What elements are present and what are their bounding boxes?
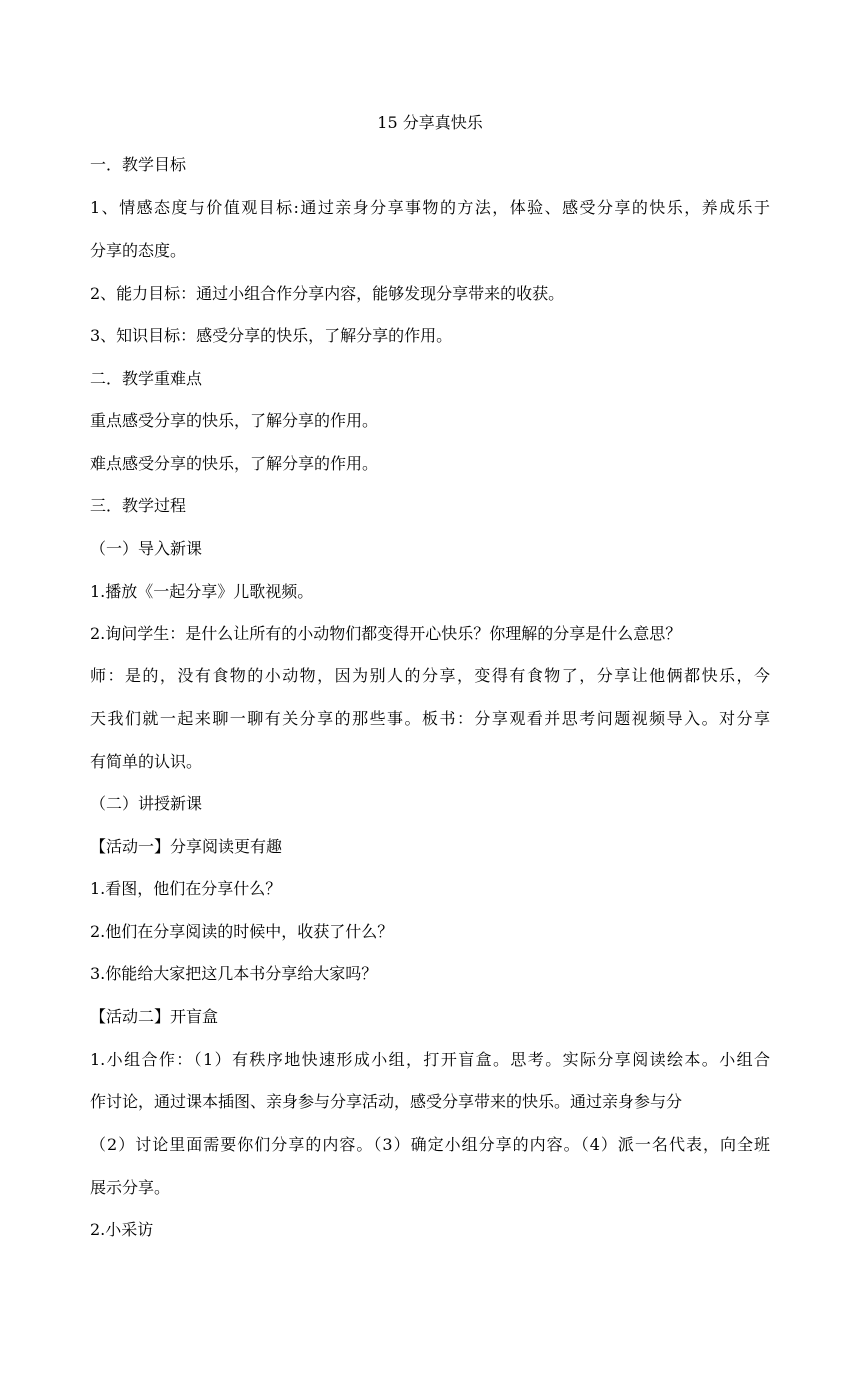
objective-2: 2、能力目标：通过小组合作分享内容，能够发现分享带来的收获。 (90, 284, 565, 303)
section-heading-process: 三．教学过程 (90, 496, 187, 515)
document-title: 15 分享真快乐 (377, 113, 483, 132)
teacher-remark-line-3: 有简单的认识。 (90, 752, 203, 771)
objective-1-line-1: 1、情感态度与价值观目标:通过亲身分享事物的方法，体验、感受分享的快乐，养成乐于 (90, 198, 770, 217)
teacher-remark-line-2: 天我们就一起来聊一聊有关分享的那些事。板书：分享观看并思考问题视频导入。对分享 (90, 709, 770, 728)
activity-1-question-1: 1.看图，他们在分享什么？ (90, 879, 282, 898)
activity-2-line-3: （2）讨论里面需要你们分享的内容。（3）确定小组分享的内容。（4）派一名代表，向全班 (90, 1135, 770, 1154)
key-point: 重点感受分享的快乐，了解分享的作用。 (90, 411, 379, 430)
activity-2-heading: 【活动二】开盲盒 (90, 1007, 219, 1026)
activity-1-question-2: 2.他们在分享阅读的时候中，收获了什么？ (90, 922, 394, 941)
section-heading-key-points: 二．教学重难点 (90, 369, 203, 388)
activity-2-line-4: 展示分享。 (90, 1178, 171, 1197)
part-heading-introduction: （一）导入新课 (90, 539, 203, 558)
part-heading-new-lesson: （二）讲授新课 (90, 794, 203, 813)
activity-2-line-1: 1.小组合作：（1）有秩序地快速形成小组，打开盲盒。思考。实际分享阅读绘本。小组合 (90, 1050, 770, 1069)
section-heading-objectives: 一．教学目标 (90, 155, 187, 174)
teacher-remark-line-1: 师：是的，没有食物的小动物，因为别人的分享，变得有食物了，分享让他俩都快乐，今 (90, 666, 770, 685)
activity-2-step-2: 2.小采访 (90, 1220, 154, 1239)
activity-1-question-3: 3.你能给大家把这几本书分享给大家吗？ (90, 964, 378, 983)
intro-step-2: 2.询问学生：是什么让所有的小动物们都变得开心快乐？你理解的分享是什么意思？ (90, 624, 682, 643)
activity-1-heading: 【活动一】分享阅读更有趣 (90, 837, 283, 856)
difficult-point: 难点感受分享的快乐，了解分享的作用。 (90, 454, 379, 473)
activity-2-line-2: 作讨论，通过课本插图、亲身参与分享活动，感受分享带来的快乐。通过亲身参与分 (90, 1092, 683, 1111)
objective-3: 3、知识目标：感受分享的快乐，了解分享的作用。 (90, 326, 453, 345)
intro-step-1: 1.播放《一起分享》儿歌视频。 (90, 582, 314, 601)
objective-1-line-2: 分享的态度。 (90, 241, 187, 260)
